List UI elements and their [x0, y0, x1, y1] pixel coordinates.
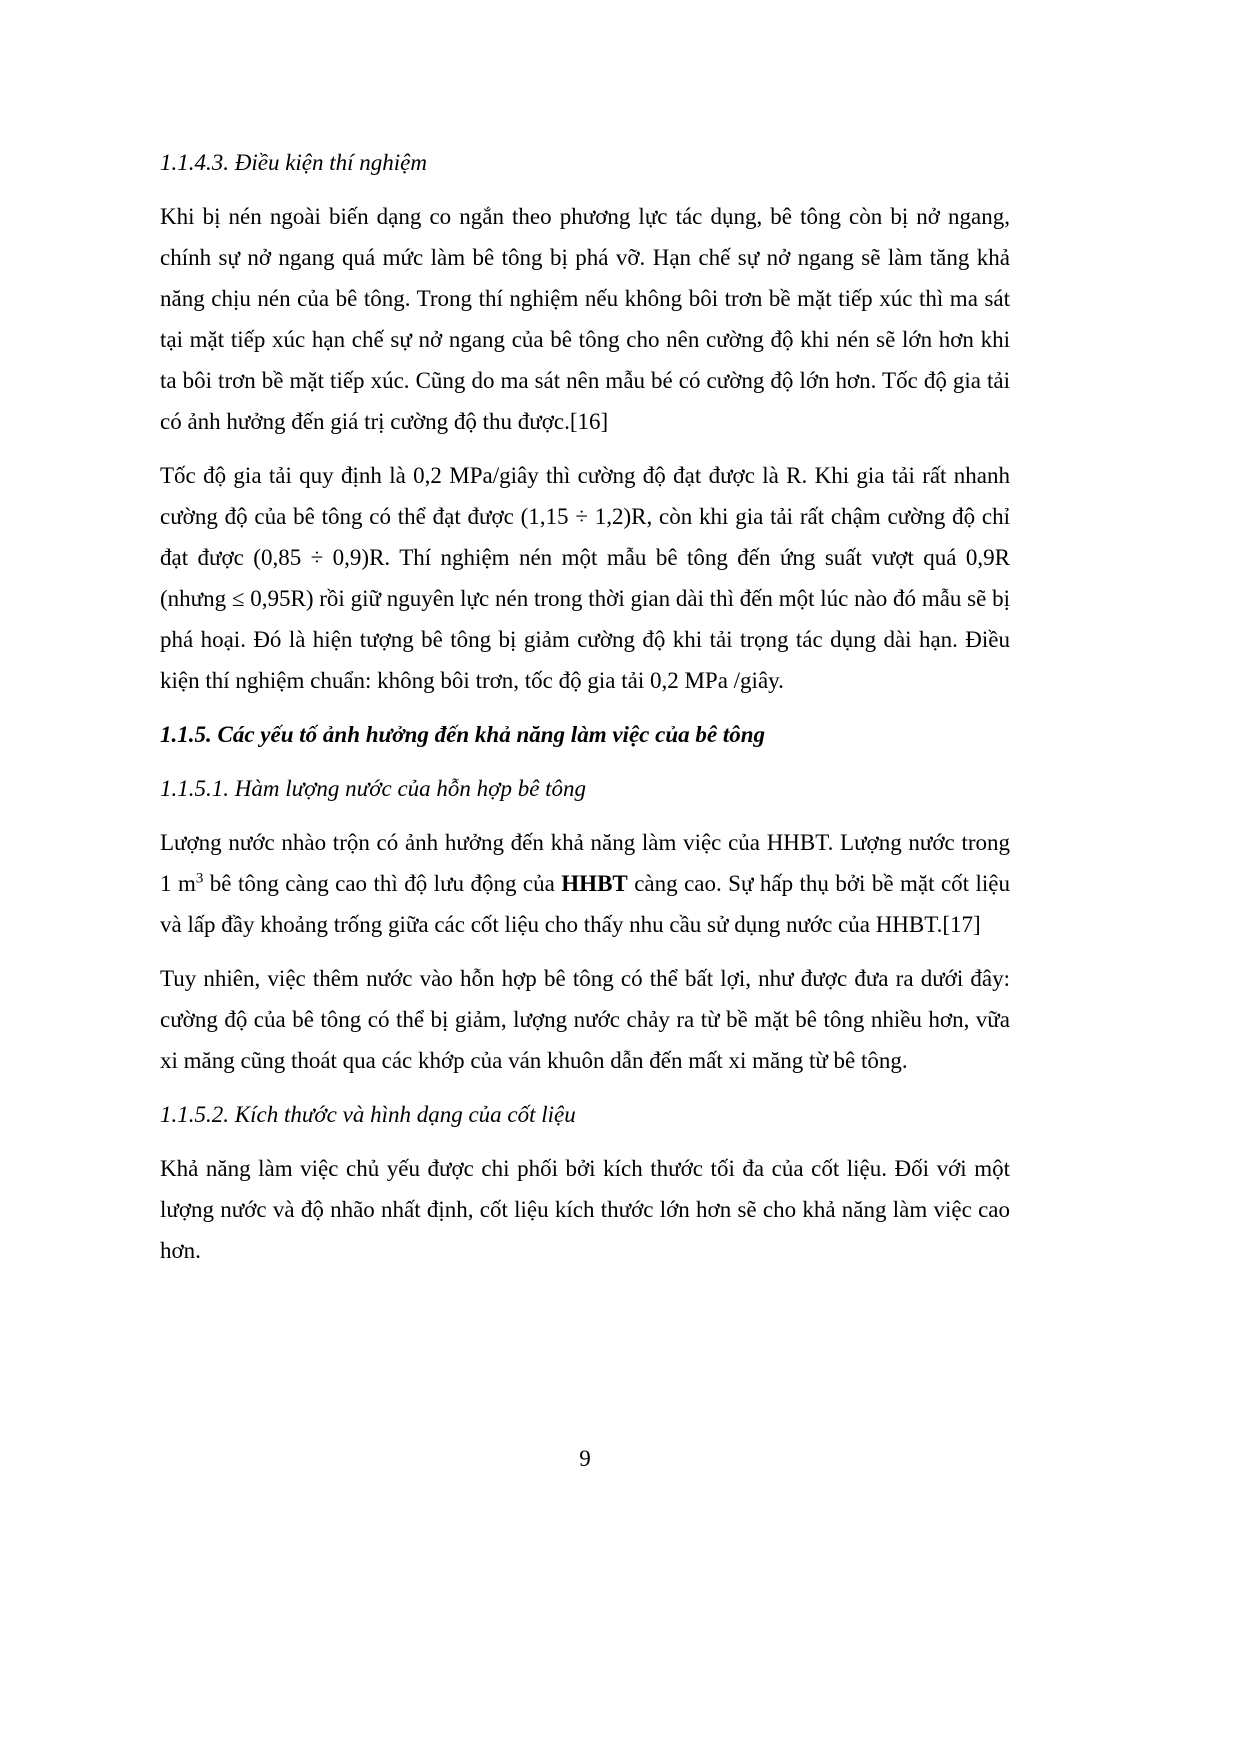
document-page	[160, 136, 1010, 1284]
paragraph-aggregate-size: Khả năng làm việc chủ yếu được chi phối bởi kích thước tối đa của cốt liệu. Đối với một lượng nước và độ nhão nhất định, cốt liệu kích thước lớn hơn sẽ cho khả năng làm việc cao hơn.	[160, 1156, 1010, 1263]
paragraph-water-mixing-part-a: Lượng nước nhào trộn có ảnh hưởng đến khả năng làm việc của HHBT. Lượng nước trong 1 m	[160, 830, 1010, 896]
heading-water-content: 1.1.5.1. Hàm lượng nước của hỗn hợp bê tông	[160, 776, 587, 801]
heading-factors-workability: 1.1.5. Các yếu tố ảnh hưởng đến khả năng làm việc của bê tông	[160, 722, 765, 747]
paragraph-water-mixing-part-c: càng cao. Sự hấp thụ bởi bề mặt cốt liệu và lấp đầy khoảng trống giữa các cốt liệu cho thấy nhu cầu sử dụng nước của HHBT.[17]	[160, 871, 1010, 937]
heading-experiment-conditions: 1.1.4.3. Điều kiện thí nghiệm	[160, 150, 428, 175]
paragraph-compression-friction: Khi bị nén ngoài biến dạng co ngắn theo phương lực tác dụng, bê tông còn bị nở ngang, chính sự nở ngang quá mức làm bê tông bị phá vỡ. Hạn chế sự nở ngang sẽ làm tăng khả năng chịu nén của bê tông. Trong thí nghiệm nếu không bôi trơn bề mặt tiếp xúc thì ma sát tại mặt tiếp xúc hạn chế sự nở ngang của bê tông cho nên cường độ khi nén sẽ lớn hơn khi ta bôi trơn bề mặt tiếp xúc. Cũng do ma sát nên mẫu bé có cường độ lớn hơn. Tốc độ gia tải có ảnh hưởng đến giá trị cường độ thu được.[16]	[160, 204, 1010, 434]
heading-aggregate-size-shape: 1.1.5.2. Kích thước và hình dạng của cốt liệu	[160, 1102, 576, 1127]
cubic-meter-superscript: 3	[195, 870, 204, 887]
paragraph-water-drawbacks: Tuy nhiên, việc thêm nước vào hỗn hợp bê tông có thể bất lợi, như được đưa ra dưới đây: cường độ của bê tông có thể bị giảm, lượng nước chảy ra từ bề mặt bê tông nhiều hơn, vữa xi măng cũng thoát qua các khớp của ván khuôn dẫn đến mất xi măng từ bê tông.	[160, 966, 1010, 1073]
page-number: 9	[579, 1446, 591, 1471]
paragraph-water-mixing-part-b: bê tông càng cao thì độ lưu động của	[203, 871, 562, 896]
hhbt-abbreviation-bold: HHBT	[561, 871, 628, 896]
paragraph-loading-rate: Tốc độ gia tải quy định là 0,2 MPa/giây thì cường độ đạt được là R. Khi gia tải rất nhanh cường độ của bê tông có thể đạt được (1,15 ÷ 1,2)R, còn khi gia tải rất chậm cường độ chỉ đạt được (0,85 ÷ 0,9)R. Thí nghiệm nén một mẫu bê tông đến ứng suất vượt quá 0,9R (nhưng ≤ 0,95R) rồi giữ nguyên lực nén trong thời gian dài thì đến một lúc nào đó mẫu sẽ bị phá hoại. Đó là hiện tượng bê tông bị giảm cường độ khi tải trọng tác dụng dài hạn. Điều kiện thí nghiệm chuẩn: không bôi trơn, tốc độ gia tải 0,2 MPa /giây.	[160, 463, 1010, 693]
paragraph-water-mixing	[160, 822, 1010, 945]
